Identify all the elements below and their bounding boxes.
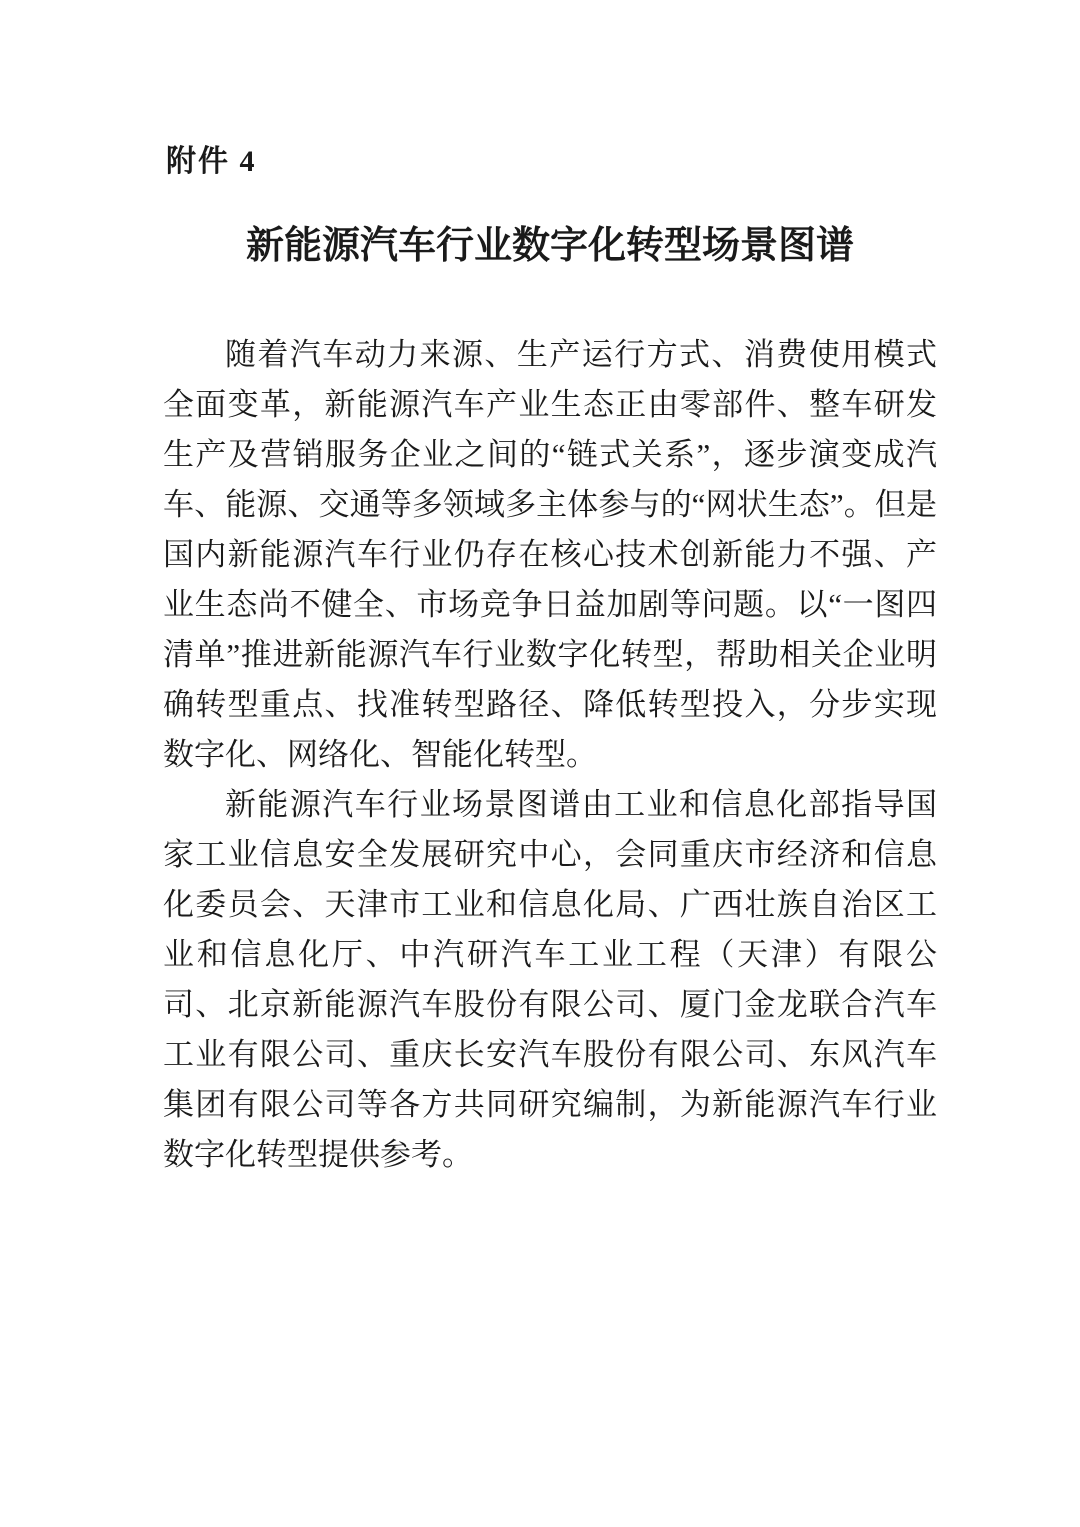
paragraph-credits: 新能源汽车行业场景图谱由工业和信息化部指导国家工业信息安全发展研究中心，会同重庆市经济和信息化委员会、天津市工业和信息化局、广西壮族自治区工业和信息化厅、中汽研汽车工业工程（天津）有限公司、北京新能源汽车股份有限公司、厦门金龙联合汽车工业有限公司、重庆长安汽车股份有限公司、东风汽车集团有限公司等各方共同研究编制，为新能源汽车行业数字化转型提供参考。 xyxy=(163,787,937,1172)
document-title: 新能源汽车行业数字化转型场景图谱 xyxy=(245,225,854,267)
document-body xyxy=(163,330,937,1180)
attachment-label: 附件 4 xyxy=(166,145,257,178)
paragraph-intro: 随着汽车动力来源、生产运行方式、消费使用模式全面变革，新能源汽车产业生态正由零部件、整车研发生产及营销服务企业之间的“链式关系”，逐步演变成汽车、能源、交通等多领域多主体参与的“网状生态”。但是国内新能源汽车行业仍存在核心技术创新能力不强、产业生态尚不健全、市场竞争日益加剧等问题。以“一图四清单”推进新能源汽车行业数字化转型，帮助相关企业明确转型重点、找准转型路径、降低转型投入，分步实现数字化、网络化、智能化转型。 xyxy=(163,337,937,772)
